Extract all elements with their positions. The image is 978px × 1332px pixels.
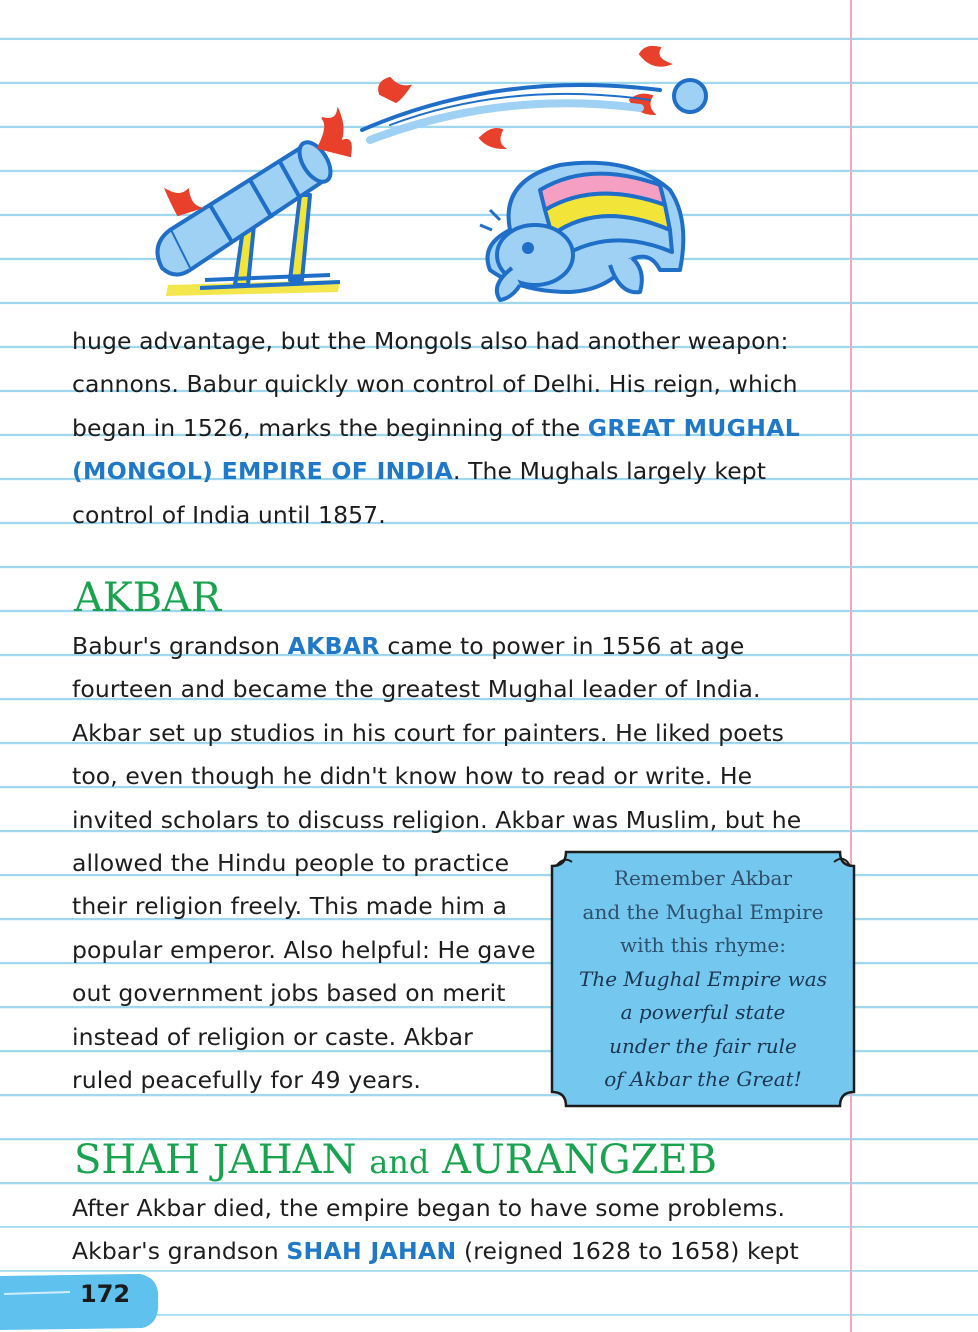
shah-jahan-text-1: After Akbar died, the empire began to have some problems. Akbar's grandson: [72, 1194, 786, 1266]
shah-jahan-paragraph: [72, 1187, 832, 1274]
rhyme-line-1: The Mughal Empire was: [579, 966, 827, 991]
term-akbar: AKBAR: [287, 632, 380, 660]
akbar-text-1: Babur's grandson: [72, 632, 288, 660]
callout-line-2: and the Mughal Empire: [582, 899, 824, 924]
cannon-elephant-illustration: [140, 30, 750, 315]
intro-text-2: . The Mughals largely kept control of India until 1857.: [72, 457, 767, 529]
rhyme-callout-box: [548, 848, 858, 1110]
term-shah-jahan: SHAH JAHAN: [286, 1237, 457, 1266]
callout-line-3: with this rhyme:: [619, 933, 786, 957]
callout-line-1: Remember Akbar: [613, 866, 793, 890]
heading-shah-jahan: SHAH JAHAN: [74, 1137, 357, 1183]
akbar-paragraph-1: [72, 625, 832, 842]
heading-and: and: [369, 1143, 430, 1181]
rhyme-line-4: of Akbar the Great!: [604, 1067, 802, 1091]
heading-shah-jahan-aurangzeb: [74, 1137, 718, 1183]
intro-paragraph: [72, 320, 832, 537]
shah-jahan-text-2: (reigned 1628 to 1658) kept: [456, 1237, 799, 1266]
intro-text-1: huge advantage, but the Mongols also had another weapon: cannons. Babur quickly won control of Delhi. His reign, which began in 1526, marks the beginning of the: [72, 327, 798, 442]
rhyme-line-2: a powerful state: [620, 1000, 786, 1024]
page-number: 172: [80, 1280, 131, 1308]
notebook-margin-line: [850, 0, 852, 1332]
term-great-mughal-empire: GREAT MUGHAL (MONGOL) EMPIRE OF INDIA: [72, 413, 800, 486]
heading-akbar: AKBAR: [74, 575, 222, 621]
rhyme-line-3: under the fair rule: [609, 1033, 797, 1058]
callout-text: [548, 862, 858, 1097]
akbar-text-2: came to power in 1556 at age fourteen and became the greatest Mughal leader of India. Akbar set up studios in his court for painters. He liked poets too, even though he didn't know how to read or write. He invited scholars to discuss religion. Akbar was Muslim, but he: [72, 632, 802, 834]
heading-aurangzeb: AURANGZEB: [442, 1137, 718, 1183]
akbar-paragraph-2: allowed the Hindu people to practice their religion freely. This made him a popular emperor. Also helpful: He gave out government jobs based on merit instead of religion or caste. Akbar ruled peacefully for 49 years.: [72, 849, 536, 1095]
